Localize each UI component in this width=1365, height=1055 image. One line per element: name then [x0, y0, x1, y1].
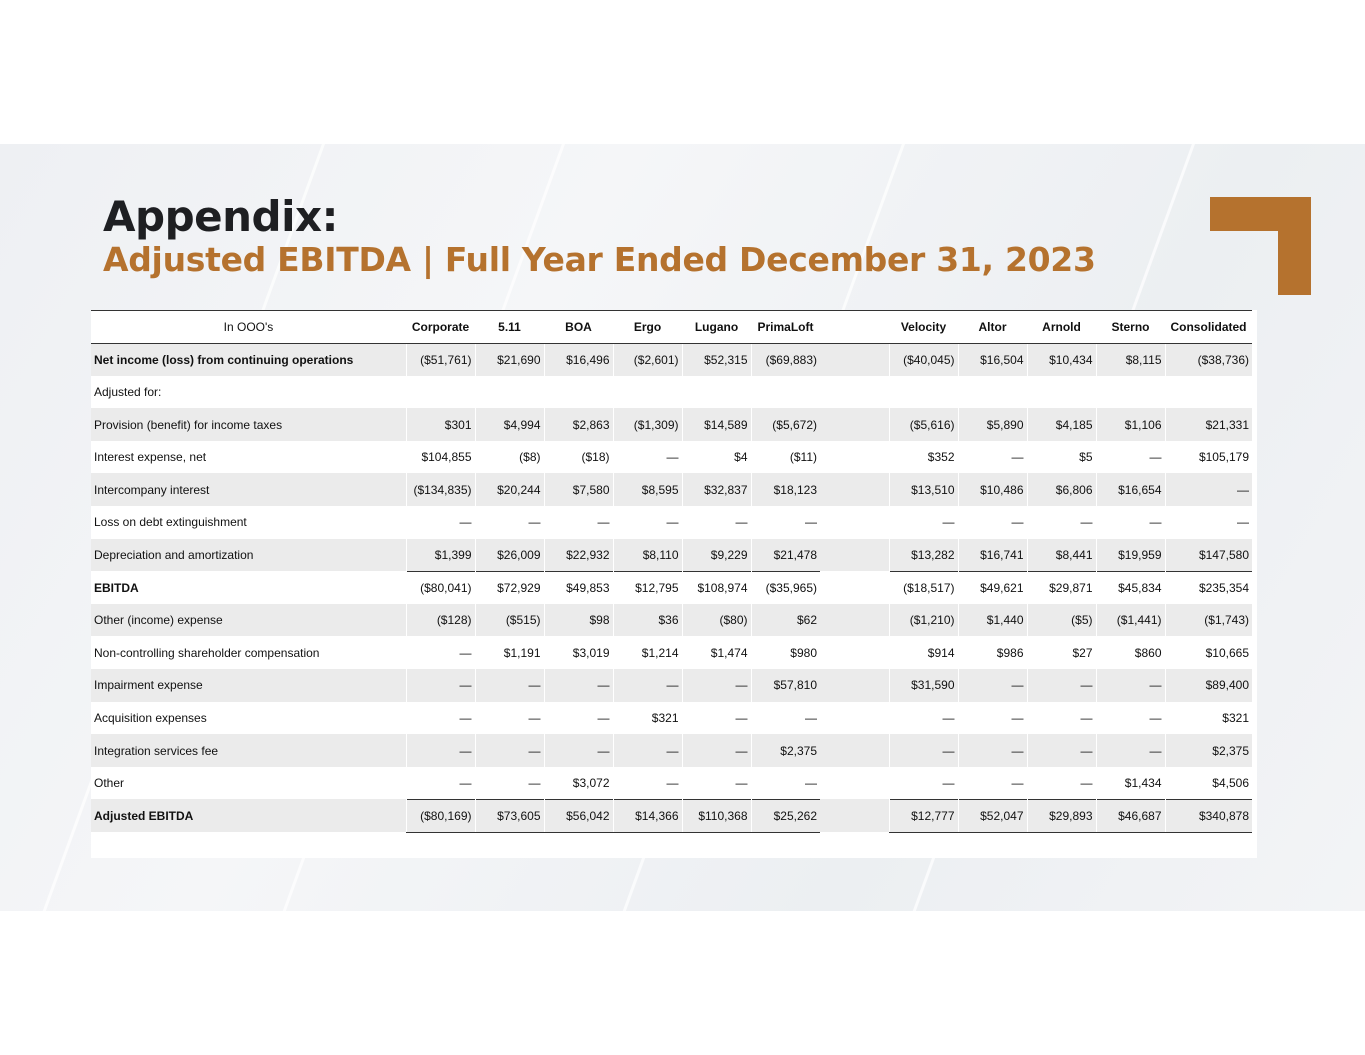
table-cell: $12,795 [613, 571, 682, 604]
table-cell: $1,440 [958, 604, 1027, 637]
table-cell: — [958, 506, 1027, 539]
row-label: Interest expense, net [94, 450, 207, 465]
table-cell: $13,282 [889, 539, 958, 572]
column-spacer [820, 311, 889, 344]
table-cell: $22,932 [544, 539, 613, 572]
column-header: 5.11 [475, 311, 544, 344]
table-cell: $26,009 [475, 539, 544, 572]
table-cell: — [475, 669, 544, 702]
column-header: Lugano [682, 311, 751, 344]
table-cell: $46,687 [1096, 799, 1165, 832]
table-cell: — [613, 441, 682, 474]
column-header: Altor [958, 311, 1027, 344]
table-row [91, 473, 1252, 506]
table-cell: $31,590 [889, 669, 958, 702]
table-cell [613, 376, 682, 409]
table-cell: — [682, 669, 751, 702]
table-cell: — [475, 702, 544, 735]
table-cell: $98 [544, 604, 613, 637]
row-label: Net income (loss) from continuing operations [91, 343, 406, 376]
table-cell: ($80) [682, 604, 751, 637]
table-cell: — [544, 669, 613, 702]
column-header: BOA [544, 311, 613, 344]
table-cell: — [1096, 734, 1165, 767]
table-row [91, 636, 1252, 669]
table-cell: $18,123 [751, 473, 820, 506]
table-row [91, 702, 1252, 735]
table-cell: — [1096, 702, 1165, 735]
table-cell: — [1165, 473, 1252, 506]
row-label: Non-controlling shareholder compensation [94, 645, 320, 660]
table-cell: — [958, 734, 1027, 767]
table-cell: $36 [613, 604, 682, 637]
table-cell: ($128) [406, 604, 475, 637]
table-cell: $21,331 [1165, 408, 1252, 441]
table-cell: $6,806 [1027, 473, 1096, 506]
table-cell [889, 376, 958, 409]
table-cell: ($5,616) [889, 408, 958, 441]
table-cell: $10,434 [1027, 343, 1096, 376]
column-spacer [820, 734, 889, 767]
column-spacer [820, 702, 889, 735]
table-cell: $49,621 [958, 571, 1027, 604]
table-cell: — [406, 669, 475, 702]
column-spacer [820, 408, 889, 441]
table-cell: — [544, 702, 613, 735]
table-cell: $1,474 [682, 636, 751, 669]
table-cell: $301 [406, 408, 475, 441]
row-label: Adjusted for: [94, 384, 162, 399]
table-cell: $8,441 [1027, 539, 1096, 572]
table-cell: $20,244 [475, 473, 544, 506]
table-header-row [91, 311, 1252, 344]
column-spacer [820, 799, 889, 832]
table-cell: — [958, 669, 1027, 702]
table-cell: — [889, 734, 958, 767]
table-cell: ($69,883) [751, 343, 820, 376]
table-cell: $4,506 [1165, 767, 1252, 800]
table-cell: $986 [958, 636, 1027, 669]
table-cell: $72,929 [475, 571, 544, 604]
table-cell: ($80,169) [406, 799, 475, 832]
table-cell: $25,262 [751, 799, 820, 832]
table-cell: — [682, 702, 751, 735]
table-cell: $9,229 [682, 539, 751, 572]
table-cell: $321 [1165, 702, 1252, 735]
table-cell: $62 [751, 604, 820, 637]
table-cell: $1,434 [1096, 767, 1165, 800]
table-cell: $3,019 [544, 636, 613, 669]
table-cell: — [544, 506, 613, 539]
table-cell: $4 [682, 441, 751, 474]
table-body [91, 343, 1252, 832]
table-row [91, 441, 1252, 474]
column-spacer [820, 571, 889, 604]
table-cell: — [1096, 669, 1165, 702]
row-label: Acquisition expenses [94, 710, 207, 725]
row-label: Intercompany interest [91, 473, 406, 506]
table-cell: — [1096, 506, 1165, 539]
table-row [91, 571, 1252, 604]
table-cell: — [613, 669, 682, 702]
table-cell: — [406, 702, 475, 735]
column-spacer [820, 636, 889, 669]
table-cell: $21,478 [751, 539, 820, 572]
table-cell: ($5) [1027, 604, 1096, 637]
table-cell: — [406, 636, 475, 669]
column-spacer [820, 604, 889, 637]
row-label: Loss on debt extinguishment [94, 515, 247, 530]
table-cell: ($40,045) [889, 343, 958, 376]
table-cell: — [475, 767, 544, 800]
table-cell: ($2,601) [613, 343, 682, 376]
column-header: PrimaLoft [751, 311, 820, 344]
table-cell: — [1165, 506, 1252, 539]
table-cell: ($38,736) [1165, 343, 1252, 376]
table-cell: $21,690 [475, 343, 544, 376]
table-cell: $914 [889, 636, 958, 669]
corner-bracket-logo [1210, 197, 1311, 295]
row-label: Impairment expense [91, 669, 406, 702]
table-cell: $27 [1027, 636, 1096, 669]
table-cell: $89,400 [1165, 669, 1252, 702]
table-row [91, 799, 1252, 832]
table-cell [1165, 376, 1252, 409]
table-cell: $4,185 [1027, 408, 1096, 441]
table-cell [544, 376, 613, 409]
table-cell: $235,354 [1165, 571, 1252, 604]
row-label: Adjusted EBITDA [91, 799, 406, 832]
table-cell: $52,315 [682, 343, 751, 376]
column-spacer [820, 506, 889, 539]
table-cell: — [1027, 506, 1096, 539]
table-cell: $1,106 [1096, 408, 1165, 441]
table-cell: $14,366 [613, 799, 682, 832]
table-cell [406, 376, 475, 409]
table-cell: $10,486 [958, 473, 1027, 506]
table-cell: — [751, 767, 820, 800]
table-cell: $352 [889, 441, 958, 474]
table-cell: — [613, 506, 682, 539]
table-cell: ($134,835) [406, 473, 475, 506]
table-cell: ($1,309) [613, 408, 682, 441]
table-cell: $52,047 [958, 799, 1027, 832]
table-cell: — [682, 734, 751, 767]
table-cell: $1,399 [406, 539, 475, 572]
table-cell: $105,179 [1165, 441, 1252, 474]
table-cell: $73,605 [475, 799, 544, 832]
table-cell: $5 [1027, 441, 1096, 474]
table-cell: ($1,743) [1165, 604, 1252, 637]
table-cell: ($51,761) [406, 343, 475, 376]
table-cell: — [958, 702, 1027, 735]
table-row [91, 408, 1252, 441]
column-spacer [820, 376, 889, 409]
table-cell: $16,654 [1096, 473, 1165, 506]
table-cell: $10,665 [1165, 636, 1252, 669]
row-label: Other [94, 776, 125, 791]
table-cell: $16,741 [958, 539, 1027, 572]
table-cell: $104,855 [406, 441, 475, 474]
table-cell [1027, 376, 1096, 409]
table-cell: $14,589 [682, 408, 751, 441]
table-cell: — [889, 702, 958, 735]
table-cell: — [613, 767, 682, 800]
row-label: Other (income) expense [91, 604, 406, 637]
column-spacer [820, 539, 889, 572]
table-cell: ($80,041) [406, 571, 475, 604]
table-cell: $45,834 [1096, 571, 1165, 604]
table-cell: ($8) [475, 441, 544, 474]
table-cell: $29,893 [1027, 799, 1096, 832]
table-cell: $110,368 [682, 799, 751, 832]
table-row [91, 539, 1252, 572]
table-cell: $980 [751, 636, 820, 669]
table-cell: $16,496 [544, 343, 613, 376]
table-cell: $32,837 [682, 473, 751, 506]
table-row [91, 376, 1252, 409]
table-cell: — [958, 767, 1027, 800]
column-spacer [820, 669, 889, 702]
table-cell: — [544, 734, 613, 767]
table-cell: — [406, 506, 475, 539]
ebitda-table [91, 310, 1252, 833]
table-cell: ($35,965) [751, 571, 820, 604]
table-cell: — [613, 734, 682, 767]
row-label: Provision (benefit) for income taxes [91, 408, 406, 441]
row-label: EBITDA [94, 580, 139, 595]
column-header: Arnold [1027, 311, 1096, 344]
table-cell: ($515) [475, 604, 544, 637]
table-cell: — [682, 506, 751, 539]
table-cell: ($18) [544, 441, 613, 474]
table-cell: — [1027, 767, 1096, 800]
table-row [91, 669, 1252, 702]
row-label: Depreciation and amortization [91, 539, 406, 572]
table-cell: $108,974 [682, 571, 751, 604]
table-cell: $8,115 [1096, 343, 1165, 376]
table-cell: $12,777 [889, 799, 958, 832]
ebitda-table-container [91, 310, 1257, 858]
table-cell: $57,810 [751, 669, 820, 702]
table-cell: — [1027, 734, 1096, 767]
table-cell: — [751, 702, 820, 735]
table-cell: ($1,441) [1096, 604, 1165, 637]
table-cell: $56,042 [544, 799, 613, 832]
table-cell: $8,110 [613, 539, 682, 572]
table-cell: $3,072 [544, 767, 613, 800]
column-spacer [820, 473, 889, 506]
table-cell: $2,863 [544, 408, 613, 441]
unit-label: In OOO's [91, 311, 406, 344]
table-cell: $147,580 [1165, 539, 1252, 572]
table-cell: $340,878 [1165, 799, 1252, 832]
table-cell: — [751, 506, 820, 539]
table-cell [682, 376, 751, 409]
table-cell [958, 376, 1027, 409]
column-header: Sterno [1096, 311, 1165, 344]
table-cell: $16,504 [958, 343, 1027, 376]
column-spacer [820, 441, 889, 474]
column-spacer [820, 343, 889, 376]
table-cell: — [406, 767, 475, 800]
table-row [91, 343, 1252, 376]
table-cell: $1,191 [475, 636, 544, 669]
table-cell: — [1096, 441, 1165, 474]
table-cell: $7,580 [544, 473, 613, 506]
table-cell: $8,595 [613, 473, 682, 506]
table-cell: $29,871 [1027, 571, 1096, 604]
column-header: Consolidated [1165, 311, 1252, 344]
table-cell: $860 [1096, 636, 1165, 669]
column-spacer [820, 767, 889, 800]
table-cell: $4,994 [475, 408, 544, 441]
row-label: Integration services fee [91, 734, 406, 767]
table-cell: $5,890 [958, 408, 1027, 441]
table-row [91, 767, 1252, 800]
column-header: Corporate [406, 311, 475, 344]
column-header: Ergo [613, 311, 682, 344]
page-subtitle: Adjusted EBITDA | Full Year Ended December 31, 2023 [103, 240, 1096, 279]
table-cell [751, 376, 820, 409]
table-row [91, 604, 1252, 637]
table-cell: — [682, 767, 751, 800]
table-cell: ($11) [751, 441, 820, 474]
table-cell: — [958, 441, 1027, 474]
table-row [91, 506, 1252, 539]
table-cell: — [1027, 669, 1096, 702]
table-cell: ($18,517) [889, 571, 958, 604]
table-cell: ($5,672) [751, 408, 820, 441]
table-cell: — [475, 506, 544, 539]
table-cell: $1,214 [613, 636, 682, 669]
table-cell: — [475, 734, 544, 767]
table-cell: $19,959 [1096, 539, 1165, 572]
table-cell: — [889, 506, 958, 539]
table-cell: $49,853 [544, 571, 613, 604]
table-cell: $321 [613, 702, 682, 735]
column-header: Velocity [889, 311, 958, 344]
table-row [91, 734, 1252, 767]
table-cell: ($1,210) [889, 604, 958, 637]
table-cell: — [406, 734, 475, 767]
table-cell: $2,375 [751, 734, 820, 767]
table-cell: $2,375 [1165, 734, 1252, 767]
table-cell [1096, 376, 1165, 409]
page-title: Appendix: [103, 192, 338, 241]
table-cell: — [889, 767, 958, 800]
table-cell [475, 376, 544, 409]
table-cell: $13,510 [889, 473, 958, 506]
table-cell: — [1027, 702, 1096, 735]
